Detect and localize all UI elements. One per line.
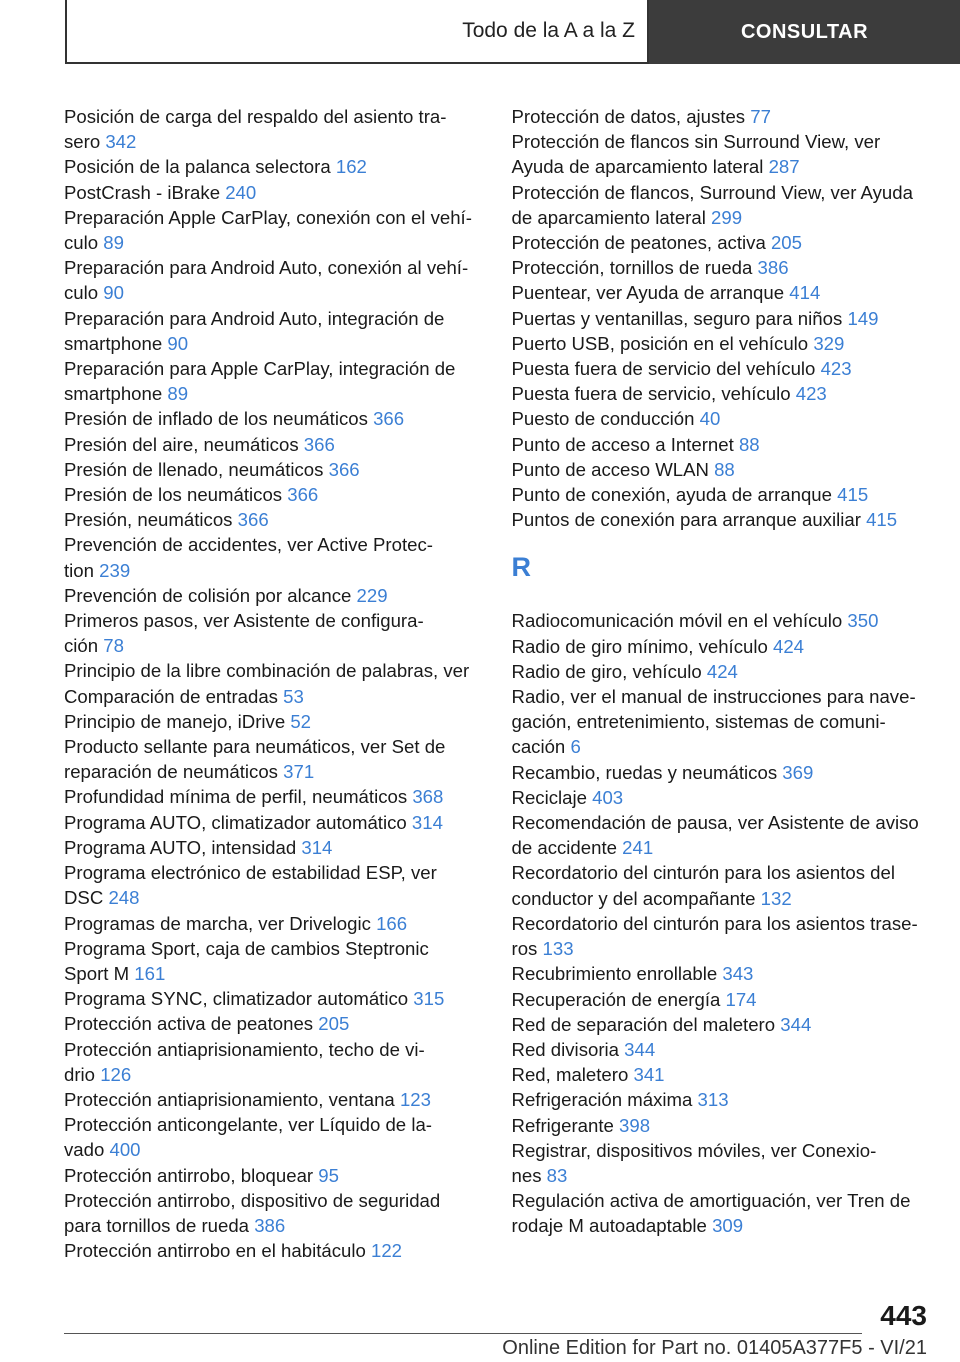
index-entry-text: Protección de flancos sin Surround View, ver — [511, 131, 881, 153]
index-entry-text — [511, 634, 930, 659]
page-reference-link[interactable]: 240 — [225, 181, 257, 203]
consult-tab[interactable] — [649, 0, 960, 64]
index-entry-text — [511, 432, 930, 457]
index-entry-term: Protección antirrobo, bloquear — [64, 1164, 314, 1186]
index-entry — [64, 583, 478, 608]
index-entry-text — [511, 1062, 930, 1087]
index-entry-text: Radio, ver el manual de instrucciones para nave- — [511, 686, 916, 708]
index-entry-term: de accidente — [511, 837, 617, 859]
index-entry — [512, 129, 930, 179]
index-entry-term: culo — [64, 282, 99, 304]
index-entry — [512, 406, 930, 431]
page-reference-link[interactable]: 366 — [237, 509, 269, 531]
index-entry-text — [64, 885, 478, 910]
index-entry — [512, 331, 930, 356]
right-column — [512, 104, 930, 1263]
index-entry-text — [64, 154, 478, 179]
index-entry-text: Protección antirrobo, dispositivo de seguridad — [64, 1189, 441, 1211]
index-entry — [512, 760, 930, 785]
index-entry-text: Principio de la libre combinación de palabras, ver — [64, 660, 470, 682]
index-entry — [64, 1037, 478, 1087]
index-entry-text — [511, 482, 930, 507]
index-entry — [512, 684, 930, 760]
index-entry-text — [511, 961, 930, 986]
page-reference-link[interactable]: 329 — [813, 332, 845, 354]
page-reference-link[interactable]: 424 — [706, 660, 738, 682]
page-reference-link[interactable]: 6 — [570, 736, 581, 758]
index-entry-text — [64, 1238, 478, 1263]
index-entry-text: Preparación para Apple CarPlay, integración de — [64, 358, 456, 380]
page-reference-link[interactable]: 314 — [411, 811, 443, 833]
index-entry-text — [511, 1163, 930, 1188]
index-entry-term: drio — [64, 1063, 96, 1085]
index-entry-text — [511, 331, 930, 356]
page-reference-link[interactable]: 343 — [722, 963, 754, 985]
index-entry-text — [511, 1012, 930, 1037]
index-entry-text — [511, 987, 930, 1012]
index-entry-text — [511, 280, 930, 305]
index-entry-term: Puntos de conexión para arranque auxiliar — [511, 509, 861, 531]
index-entry-text — [64, 961, 478, 986]
page-reference-link[interactable]: 174 — [725, 988, 757, 1010]
index-entry-term: smartphone — [64, 383, 163, 405]
index-entry-text — [64, 180, 478, 205]
index-entry-text: Producto sellante para neumáticos, ver Set de — [64, 736, 446, 758]
index-entry-term: Red, maletero — [511, 1064, 629, 1086]
index-entry-text: Primeros pasos, ver Asistente de configura- — [64, 610, 424, 632]
page-reference-link[interactable]: 313 — [697, 1089, 729, 1111]
index-entry — [512, 1087, 930, 1112]
index-entry-term: Protección, tornillos de rueda — [511, 257, 753, 279]
index-entry-text — [64, 406, 478, 431]
page-reference-link[interactable]: 366 — [373, 408, 405, 430]
page-reference-link[interactable]: 78 — [103, 635, 124, 657]
page-reference-link[interactable]: 88 — [714, 458, 735, 480]
index-entry-text — [511, 205, 930, 230]
index-entry-text — [511, 306, 930, 331]
index-entry-text — [64, 331, 478, 356]
page-reference-link[interactable]: 149 — [847, 307, 879, 329]
index-entry-text — [64, 911, 478, 936]
index-entry — [64, 784, 478, 809]
index-entry-text — [511, 659, 930, 684]
footer-divider — [64, 1333, 862, 1334]
index-entry-term: vado — [64, 1139, 105, 1161]
index-entry-term: Refrigeración máxima — [511, 1089, 693, 1111]
index-entry-term: reparación de neumáticos — [64, 761, 278, 783]
index-entry-text: Posición de carga del respaldo del asiento tra- — [64, 106, 447, 127]
index-entry — [512, 1062, 930, 1087]
page-reference-link[interactable]: 287 — [768, 156, 800, 178]
index-entry-term: Protección de peatones, activa — [511, 232, 766, 254]
index-entry-term: Prevención de colisión por alcance — [64, 584, 352, 606]
index-entry — [512, 280, 930, 305]
page-reference-link[interactable]: 423 — [820, 358, 852, 380]
index-entry — [64, 936, 478, 986]
index-entry — [64, 658, 478, 708]
index-entry-term: Presión de llenado, neumáticos — [64, 458, 324, 480]
index-entry-text — [64, 1163, 478, 1188]
index-entry — [64, 1011, 478, 1036]
index-entry-text — [511, 886, 930, 911]
page-reference-link[interactable]: 88 — [738, 433, 760, 455]
page-reference-link[interactable]: 229 — [356, 584, 388, 606]
index-entry-text — [511, 1113, 930, 1138]
index-entry-text: Preparación para Android Auto, integración de — [64, 307, 445, 329]
index-entry — [64, 1087, 478, 1112]
index-entry — [512, 457, 930, 482]
index-entry-term: Punto de acceso a Internet — [511, 433, 734, 455]
index-entry-term: Comparación de entradas — [64, 685, 278, 707]
index-entry-text: Recordatorio del cinturón para los asientos del — [511, 862, 895, 884]
page-reference-link[interactable]: 342 — [105, 131, 137, 153]
index-entry — [64, 911, 478, 936]
index-entry-term: Punto de acceso WLAN — [511, 458, 709, 480]
page-reference-link[interactable]: 366 — [287, 484, 319, 506]
index-entry-text: Protección antiaprisionamiento, techo de vi- — [64, 1038, 425, 1060]
index-entry — [64, 457, 478, 482]
index-entry-term: Puesta fuera de servicio, vehículo — [511, 383, 791, 405]
index-entry — [64, 482, 478, 507]
index-entry-term: Principio de manejo, iDrive — [64, 710, 286, 732]
index-entry-term: Posición de la palanca selectora — [64, 156, 331, 178]
page-header — [65, 0, 960, 65]
page-reference-link[interactable]: 371 — [283, 761, 315, 783]
right-column-top — [512, 104, 930, 532]
index-entry — [64, 306, 478, 356]
consult-tab-label: CONSULTAR — [740, 20, 869, 43]
index-entry-term: Red de separación del maletero — [511, 1013, 776, 1035]
index-entry-term: Radiocomunicación móvil en el vehículo — [511, 610, 843, 632]
index-entry-text — [64, 810, 478, 835]
index-entry — [512, 810, 930, 860]
index-entry-term: Ayuda de aparcamiento lateral — [511, 156, 764, 178]
index-entry-text — [64, 129, 478, 154]
page-reference-link[interactable]: 414 — [789, 282, 821, 304]
index-entry — [64, 860, 478, 910]
index-entry-text — [511, 255, 930, 280]
index-entry — [64, 1188, 478, 1238]
page-reference-link[interactable]: 52 — [290, 710, 312, 732]
page-reference-link[interactable]: 403 — [592, 786, 624, 808]
index-entry — [512, 230, 930, 255]
index-entry — [64, 709, 478, 734]
index-entry — [512, 1012, 930, 1037]
page-reference-link[interactable]: 95 — [318, 1164, 339, 1186]
index-entry-term: Programa AUTO, intensidad — [64, 836, 297, 858]
page-reference-link[interactable]: 161 — [134, 962, 166, 984]
index-entry — [512, 659, 930, 684]
index-entry — [64, 986, 478, 1011]
index-entry-term: Protección antiaprisionamiento, ventana — [64, 1088, 395, 1110]
page-reference-link[interactable]: 423 — [795, 383, 827, 405]
index-entry-text — [511, 406, 930, 431]
page-reference-link[interactable]: 77 — [750, 106, 771, 127]
page-reference-link[interactable]: 350 — [847, 610, 879, 632]
index-entry-term: tion — [64, 559, 94, 581]
index-entry-term: Reciclaje — [511, 786, 587, 808]
index-entry-text — [511, 734, 930, 759]
index-entry — [64, 608, 478, 658]
index-entry-text — [511, 936, 930, 961]
index-entry-term: Presión del aire, neumáticos — [64, 433, 299, 455]
index-entry — [512, 180, 930, 230]
index-entry-term: Punto de conexión, ayuda de arranque — [511, 484, 832, 506]
page-reference-link[interactable]: 123 — [399, 1088, 431, 1110]
index-entry-text — [64, 558, 478, 583]
page-reference-link[interactable]: 344 — [780, 1013, 812, 1035]
page-reference-link[interactable]: 398 — [619, 1114, 651, 1136]
index-entry-text — [511, 507, 930, 532]
index-entry-term: culo — [64, 232, 99, 254]
page-reference-link[interactable]: 122 — [371, 1240, 403, 1262]
index-entry-term: DSC — [64, 887, 104, 909]
page-reference-link[interactable]: 40 — [699, 408, 721, 430]
page-reference-link[interactable]: 239 — [99, 559, 131, 581]
index-entry — [64, 356, 478, 406]
page-reference-link[interactable]: 83 — [546, 1164, 568, 1186]
index-entry — [64, 1112, 478, 1162]
index-entry-text: Programa Sport, caja de cambios Steptronic — [64, 937, 429, 959]
page-reference-link[interactable]: 89 — [167, 383, 189, 405]
page-reference-link[interactable]: 341 — [633, 1064, 665, 1086]
index-entry-term: PostCrash - iBrake — [64, 181, 221, 203]
index-entry-term: para tornillos de rueda — [64, 1214, 250, 1236]
index-entry — [64, 532, 478, 582]
index-entry-text — [64, 986, 478, 1011]
index-entry — [512, 860, 930, 910]
page-reference-link[interactable]: 132 — [760, 887, 792, 909]
page-reference-link[interactable]: 366 — [303, 433, 335, 455]
page-reference-link[interactable]: 126 — [100, 1063, 132, 1085]
left-column — [64, 104, 478, 1263]
index-entry-text — [511, 457, 930, 482]
index-entry-term: Puentear, ver Ayuda de arranque — [511, 282, 785, 304]
index-entry-text — [64, 784, 478, 809]
index-entry — [512, 1188, 930, 1238]
index-entry — [512, 785, 930, 810]
index-entry-term: Recambio, ruedas y neumáticos — [511, 761, 778, 783]
index-entry-text — [511, 785, 930, 810]
index-entry — [512, 482, 930, 507]
page-reference-link[interactable]: 415 — [837, 484, 869, 506]
index-entry — [64, 406, 478, 431]
index-entry-term: Presión de los neumáticos — [64, 484, 283, 506]
index-entry-text: Protección de flancos, Surround View, ver Ayuda — [511, 181, 913, 203]
index-entry-term: Programa SYNC, climatizador automático — [64, 988, 409, 1010]
index-entry-text — [64, 1087, 478, 1112]
index-entry-text: Recomendación de pausa, ver Asistente de aviso — [511, 812, 919, 834]
index-entry-text: Programa electrónico de estabilidad ESP, ver — [64, 862, 437, 884]
index-entry-text: Preparación Apple CarPlay, conexión con el vehí- — [64, 206, 472, 228]
index-entry-term: Sport M — [64, 962, 130, 984]
index-entry-text — [64, 1011, 478, 1036]
index-entry-text — [511, 104, 930, 129]
index-entry-text — [511, 1087, 930, 1112]
index-entry-text — [64, 457, 478, 482]
index-entry-term: Radio de giro, vehículo — [511, 660, 702, 682]
index-entry — [64, 507, 478, 532]
index-entry — [512, 634, 930, 659]
index-entry-text — [64, 633, 478, 658]
index-entry-text — [64, 230, 478, 255]
index-entry — [64, 255, 478, 305]
index-entry-term: Profundidad mínima de perfil, neumáticos — [64, 786, 408, 808]
index-entry-text — [64, 381, 478, 406]
index-entry-text — [64, 709, 478, 734]
index-entry-term: Radio de giro mínimo, vehículo — [511, 635, 768, 657]
page-reference-link[interactable]: 166 — [376, 912, 408, 934]
index-entry — [512, 608, 930, 633]
index-entry-term: rodaje M autoadaptable — [511, 1215, 707, 1237]
page-number: 443 — [880, 1300, 927, 1331]
index-entry-term: Protección antirrobo en el habitáculo — [64, 1240, 366, 1262]
index-entry-text — [511, 381, 930, 406]
page-reference-link[interactable]: 90 — [103, 282, 124, 304]
page-reference-link[interactable]: 344 — [624, 1038, 656, 1060]
page-reference-link[interactable]: 369 — [782, 761, 814, 783]
index-entry-text — [64, 482, 478, 507]
index-entry — [64, 810, 478, 835]
index-entry-text — [511, 1037, 930, 1062]
section-title: Todo de la A a la Z — [462, 19, 635, 42]
index-entry-term: sero — [64, 131, 101, 153]
page-reference-link[interactable]: 241 — [622, 837, 654, 859]
index-entry-term: Puesta fuera de servicio del vehículo — [511, 358, 816, 380]
index-entry-term: Programas de marcha, ver Drivelogic — [64, 912, 371, 934]
index-entry — [512, 432, 930, 457]
footer-edition: Online Edition for Part no. 01405A377F5 - VI/21 — [502, 1337, 927, 1359]
index-entry-text — [511, 154, 930, 179]
index-entry-text: gación, entretenimiento, sistemas de comuni- — [511, 711, 886, 733]
index-entry-text: Regulación activa de amortiguación, ver Tren de — [511, 1190, 911, 1212]
index-entry-term: Red divisoria — [511, 1038, 619, 1060]
page-reference-link[interactable]: 162 — [335, 156, 367, 178]
index-entry — [64, 104, 478, 154]
page-reference-link[interactable]: 90 — [167, 332, 189, 354]
index-entry-text — [511, 608, 930, 633]
index-entry-term: Recubrimiento enrollable — [511, 963, 718, 985]
index-entry-term: Puesto de conducción — [511, 408, 695, 430]
index-entry-text: Preparación para Android Auto, conexión al vehí- — [64, 257, 469, 279]
index-entry-text — [511, 760, 930, 785]
page-reference-link[interactable]: 299 — [711, 206, 743, 228]
index-entry-text — [64, 280, 478, 305]
index-entry — [512, 356, 930, 381]
index-entry — [512, 507, 930, 532]
index-entry — [512, 104, 930, 129]
index-entry-text — [64, 1137, 478, 1162]
index-entry — [512, 987, 930, 1012]
index-entry — [512, 1113, 930, 1138]
index-entry — [64, 1238, 478, 1263]
index-entry-text — [64, 432, 478, 457]
index-entry-text: Protección anticongelante, ver Líquido de la- — [64, 1114, 432, 1136]
index-entry-text — [64, 684, 478, 709]
index-entry-text — [64, 759, 478, 784]
index-entry-term: Puerto USB, posición en el vehículo — [511, 332, 809, 354]
index-entry-text — [511, 230, 930, 255]
page-reference-link[interactable]: 386 — [254, 1214, 286, 1236]
index-entry-term: Puertas y ventanillas, seguro para niños — [511, 307, 843, 329]
index-entry-text — [511, 356, 930, 381]
index-entry — [64, 432, 478, 457]
page-reference-link[interactable]: 386 — [757, 257, 789, 279]
page-reference-link[interactable]: 53 — [283, 685, 304, 707]
index-entry — [512, 381, 930, 406]
page-reference-link[interactable]: 309 — [712, 1215, 744, 1237]
index-entry-text — [511, 1213, 930, 1238]
index-entry-term: Refrigerante — [511, 1114, 614, 1136]
index-entry-term: Protección de datos, ajustes — [511, 106, 746, 127]
index-entry — [512, 911, 930, 961]
index-entry-term: nes — [511, 1164, 542, 1186]
index-entry-term: Protección activa de peatones — [64, 1013, 314, 1035]
page-reference-link[interactable]: 314 — [301, 836, 333, 858]
index-entry — [64, 205, 478, 255]
index-entry-text — [64, 835, 478, 860]
index-entry — [64, 154, 478, 179]
index-entry — [512, 1138, 930, 1188]
index-entry-term: ros — [511, 938, 538, 960]
index-entry — [512, 1037, 930, 1062]
index-entry-term: conductor y del acompañante — [511, 887, 756, 909]
index-entry-term: Presión de inflado de los neumáticos — [64, 408, 368, 430]
index-entry-text — [511, 835, 930, 860]
index-entry-text: Recordatorio del cinturón para los asientos trase- — [511, 912, 918, 934]
index-entry — [64, 734, 478, 784]
index-entry-text — [64, 1213, 478, 1238]
index-entry — [512, 961, 930, 986]
page-reference-link[interactable]: 89 — [103, 232, 124, 254]
index-columns — [64, 104, 930, 1263]
index-entry-term: Recuperación de energía — [511, 988, 721, 1010]
page-reference-link[interactable]: 415 — [866, 509, 898, 531]
page-reference-link[interactable]: 205 — [318, 1013, 350, 1035]
index-entry-text — [64, 507, 478, 532]
page-reference-link[interactable]: 366 — [328, 458, 360, 480]
page-reference-link[interactable]: 400 — [109, 1139, 141, 1161]
page-reference-link[interactable]: 315 — [413, 988, 445, 1010]
index-entry-term: smartphone — [64, 332, 163, 354]
index-entry-term: Programa AUTO, climatizador automático — [64, 811, 407, 833]
index-entry — [512, 306, 930, 331]
index-entry — [64, 835, 478, 860]
right-column-bottom — [512, 608, 930, 1238]
index-entry-term: ción — [64, 635, 99, 657]
section-letter: R — [511, 552, 532, 583]
index-entry-term: de aparcamiento lateral — [511, 206, 706, 228]
index-entry-text — [64, 1062, 478, 1087]
index-entry-text — [64, 583, 478, 608]
page-reference-link[interactable]: 133 — [542, 938, 574, 960]
index-entry — [64, 1163, 478, 1188]
index-entry-text: Prevención de accidentes, ver Active Protec- — [64, 534, 433, 556]
index-entry — [512, 255, 930, 280]
section-tab[interactable] — [65, 0, 649, 64]
index-entry-term: Presión, neumáticos — [64, 509, 233, 531]
index-entry-term: cación — [511, 736, 566, 758]
index-entry-text: Registrar, dispositivos móviles, ver Conexio- — [511, 1139, 877, 1161]
page-reference-link[interactable]: 368 — [412, 786, 444, 808]
page-reference-link[interactable]: 248 — [108, 887, 140, 909]
index-entry — [64, 180, 478, 205]
page-reference-link[interactable]: 424 — [773, 635, 805, 657]
page-reference-link[interactable]: 205 — [770, 232, 802, 254]
